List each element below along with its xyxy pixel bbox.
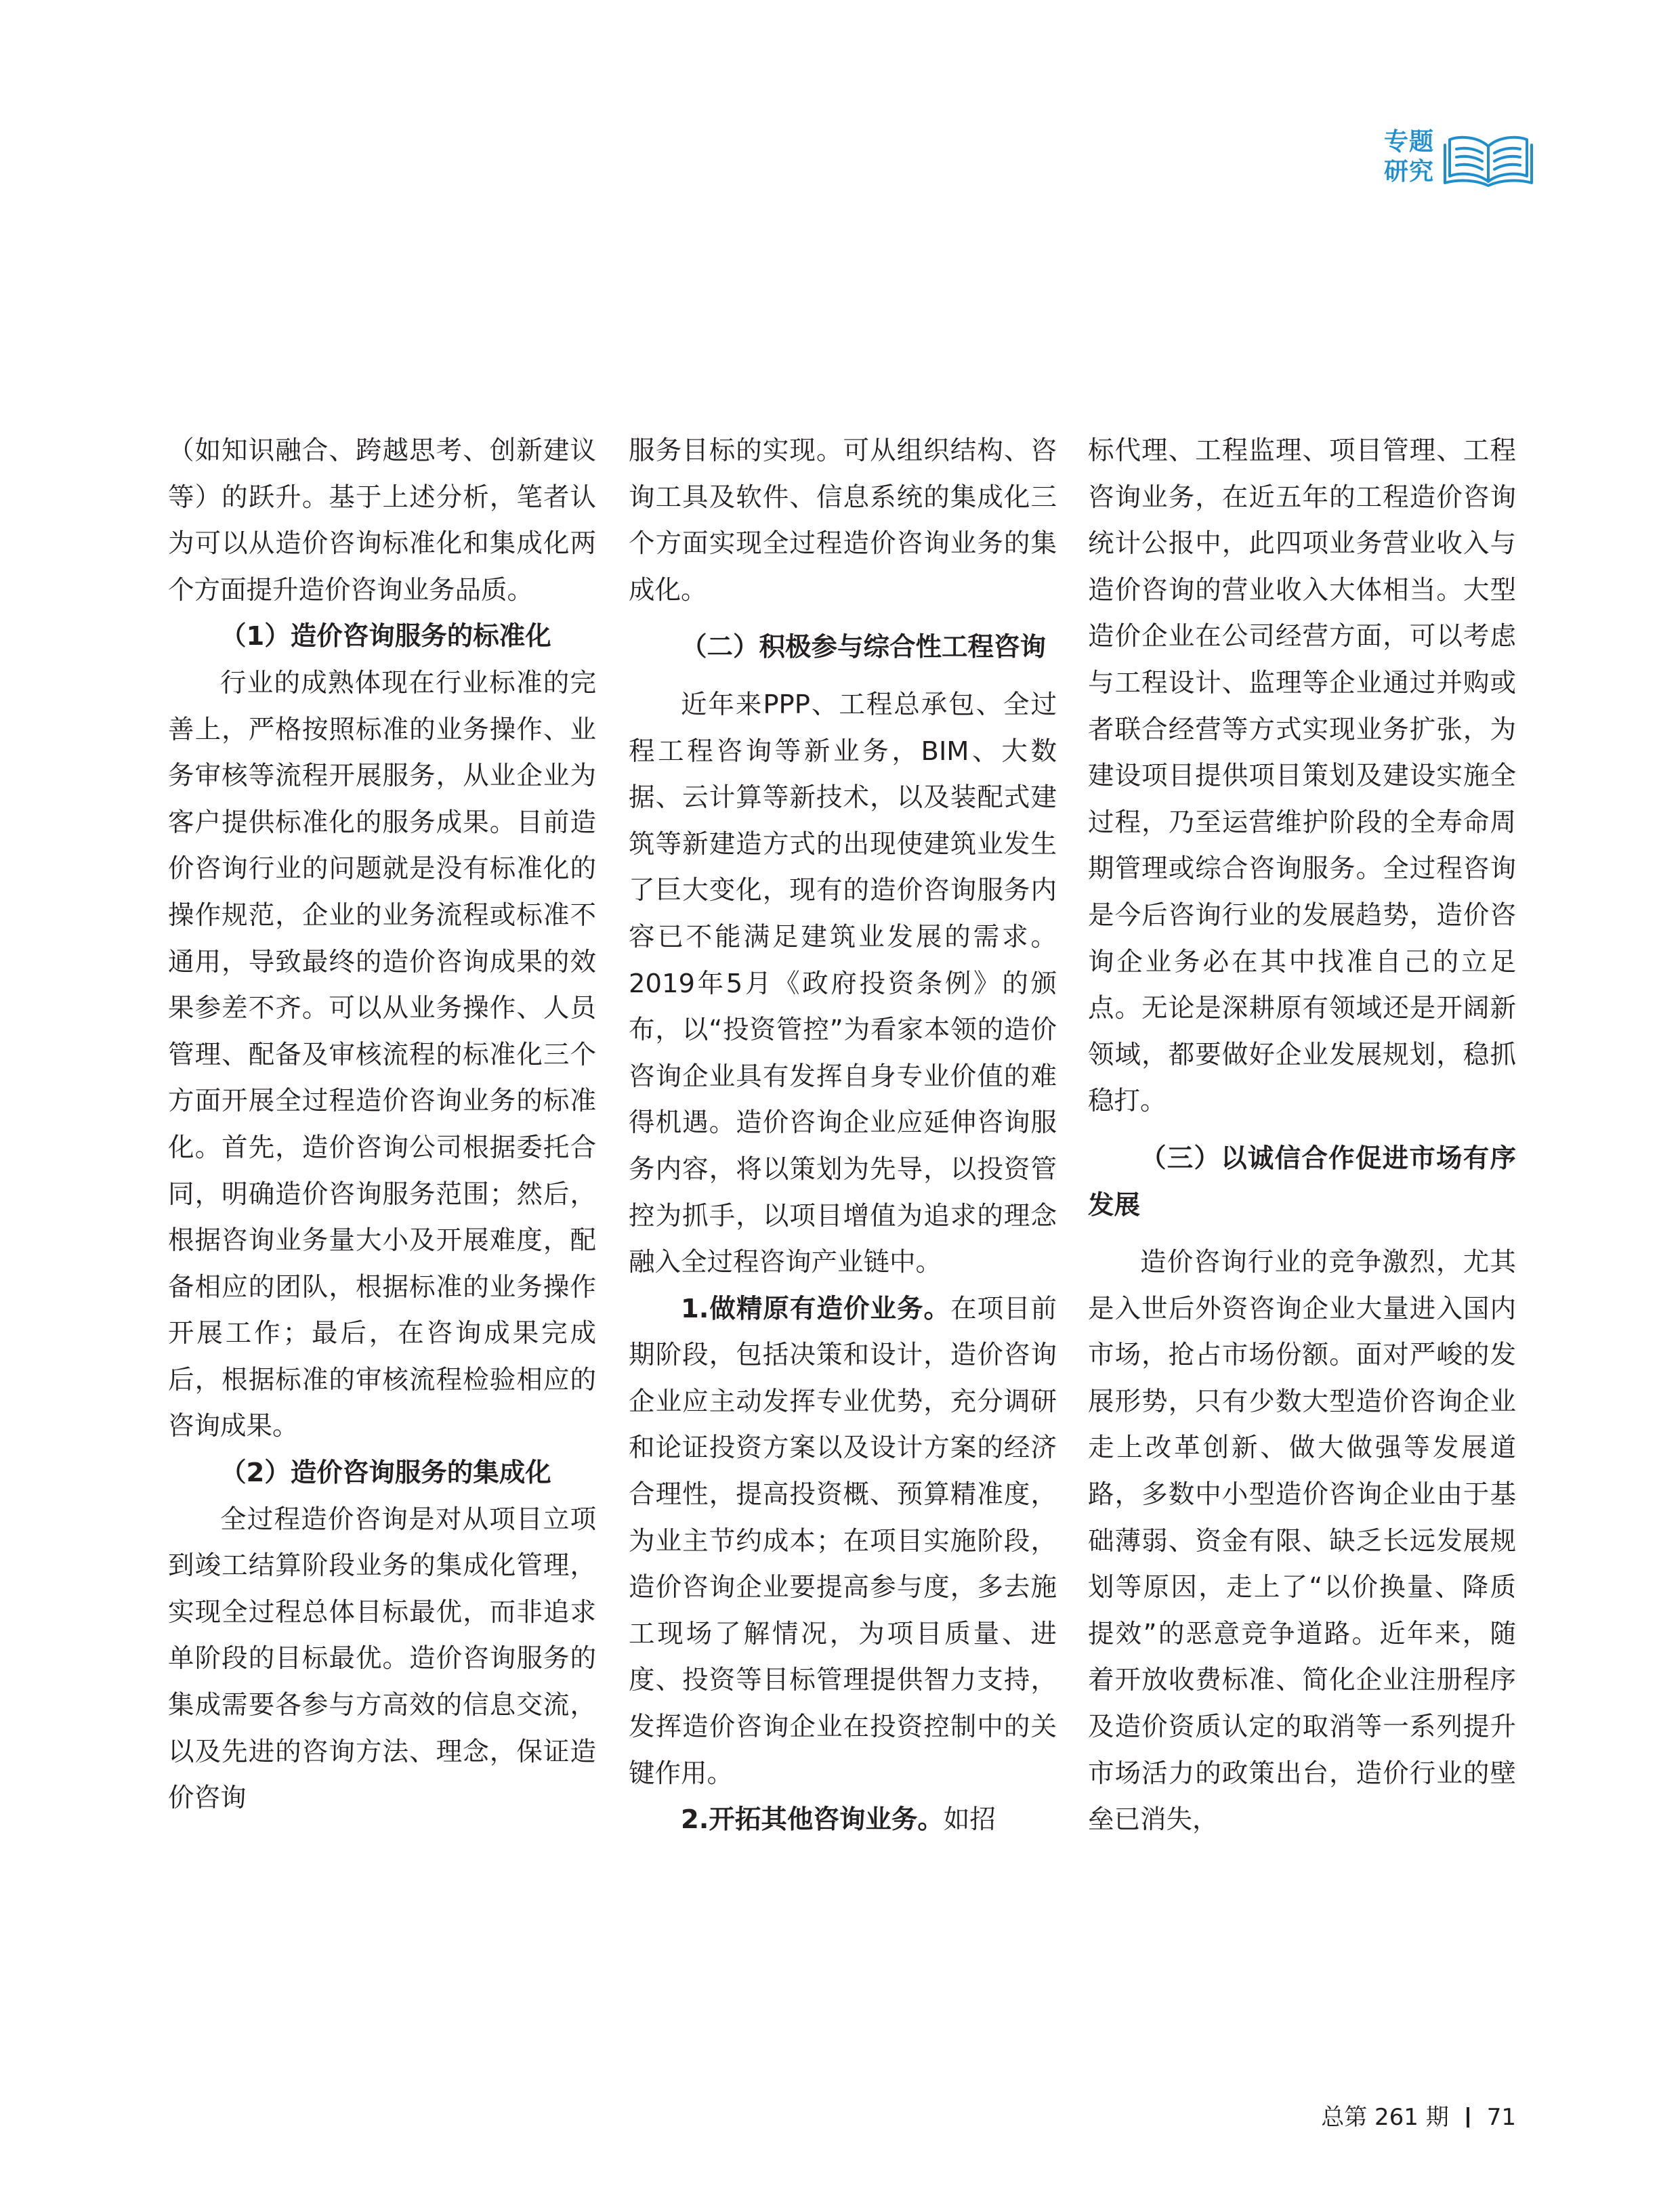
subheading-standardization: （1）造价咨询服务的标准化	[220, 621, 551, 652]
section-heading-integrity-cooperation: （三）以诚信合作促进市场有序发展	[1088, 1143, 1516, 1221]
paragraph: 造价咨询行业的竞争激烈，尤其是入世后外资咨询企业大量进入国内市场，抢占市场份额。面对严峻的发展形势，只有少数大型造价咨询企业走上改革创新、做大做强等发展道路，多数中小型造价咨询企业由于基础薄弱、资金有限、缺乏长远发展规划等原因，走上了“以价换量、降质提效”的恶意竞争道路。近年来，随着开放收费标准、简化企业注册程序及造价资质认定的取消等一系列提升市场活力的政策出台，造价行业的壁垒已消失，	[1088, 1247, 1516, 1836]
paragraph: 行业的成熟体现在行业标准的完善上，严格按照标准的业务操作、业务审核等流程开展服务，从业企业为客户提供标准化的服务成果。目前造价咨询行业的问题就是没有标准化的操作规范，企业的业务流程或标准不通用，导致最终的造价咨询成果的效果参差不齐。可以从业务操作、人员管理、配备及审核流程的标准化三个方面开展全过程造价咨询业务的标准化。首先，造价咨询公司根据委托合同，明确造价咨询服务范围；然后，根据咨询业务量大小及开展难度，配备相应的团队，根据标准的业务操作开展工作；最后，在咨询成果完成后，根据标准的审核流程检验相应的咨询成果。	[168, 667, 596, 1442]
footer-divider	[1467, 2107, 1469, 2128]
paragraph: 标代理、工程监理、项目管理、工程咨询业务，在近五年的工程造价咨询统计公报中，此四项业务营业收入与造价咨询的营业收入大体相当。大型造价企业在公司经营方面，可以考虑与工程设计、监理等企业通过并购或者联合经营等方式实现业务扩张，为建设项目提供项目策划及建设实施全过程，乃至运营维护阶段的全寿命周期管理或综合咨询服务。全过程咨询是今后咨询行业的发展趋势，造价咨询企业务必在其中找准自己的立足点。无论是深耕原有领域还是开阔新领域，都要做好企业发展规划，稳抓稳打。	[1088, 436, 1516, 1117]
subheading-integration: （2）造价咨询服务的集成化	[220, 1458, 551, 1489]
paragraph-lead: 2.开拓其他咨询业务。	[681, 1804, 944, 1836]
section-label-line1: 专题	[1383, 128, 1434, 156]
paragraph-body: 如招	[943, 1804, 996, 1836]
paragraph: 全过程造价咨询是对从项目立项到竣工结算阶段业务的集成化管理，实现全过程总体目标最优，而非追求单阶段的目标最优。造价咨询服务的集成需要各参与方高效的信息交流，以及先进的咨询方法、理念，保证造价咨询	[168, 1504, 596, 1814]
paragraph-body: 在项目前期阶段，包括决策和设计，造价咨询企业应主动发挥专业优势，充分调研和论证投资方案以及设计方案的经济合理性，提高投资概、预算精准度，为业主节约成本；在项目实施阶段，造价咨询企业要提高参与度，多去施工现场了解情况，为项目质量、进度、投资等目标管理提供智力支持，发挥造价咨询企业在投资控制中的关键作用。	[629, 1293, 1057, 1789]
open-book-icon	[1443, 131, 1534, 188]
paragraph-lead: 1.做精原有造价业务。	[681, 1293, 950, 1324]
paragraph	[629, 1286, 1057, 1798]
section-label-line2: 研究	[1383, 158, 1434, 186]
paragraph: （如知识融合、跨越思考、创新建议等）的跃升。基于上述分析，笔者认为可以从造价咨询标准化和集成化两个方面提升造价咨询业务品质。	[168, 436, 596, 606]
column-2	[629, 428, 1057, 1844]
column-1	[168, 428, 596, 1822]
paragraph: 服务目标的实现。可从组织结构、咨询工具及软件、信息系统的集成化三个方面实现全过程造价咨询业务的集成化。	[629, 436, 1057, 606]
page-footer	[1321, 2102, 1516, 2132]
section-label	[1375, 127, 1443, 187]
issue-number: 总第 261 期	[1321, 2104, 1449, 2131]
paragraph: 近年来PPP、工程总承包、全过程工程咨询等新业务，BIM、大数据、云计算等新技术，以及装配式建筑等新建造方式的出现使建筑业发生了巨大变化，现有的造价咨询服务内容已不能满足建筑业发展的需求。2019年5月《政府投资条例》的颁布，以“投资管控”为看家本领的造价咨询企业具有发挥自身专业价值的难得机遇。造价咨询企业应延伸咨询服务内容，将以策划为先导，以投资管控为抓手，以项目增值为追求的理念融入全过程咨询产业链中。	[629, 689, 1057, 1278]
section-heading-comprehensive-consulting: （二）积极参与综合性工程咨询	[681, 632, 1047, 663]
paragraph	[629, 1797, 1057, 1844]
page-number: 71	[1486, 2104, 1516, 2131]
column-3	[1088, 428, 1516, 1844]
section-header	[1375, 127, 1517, 195]
